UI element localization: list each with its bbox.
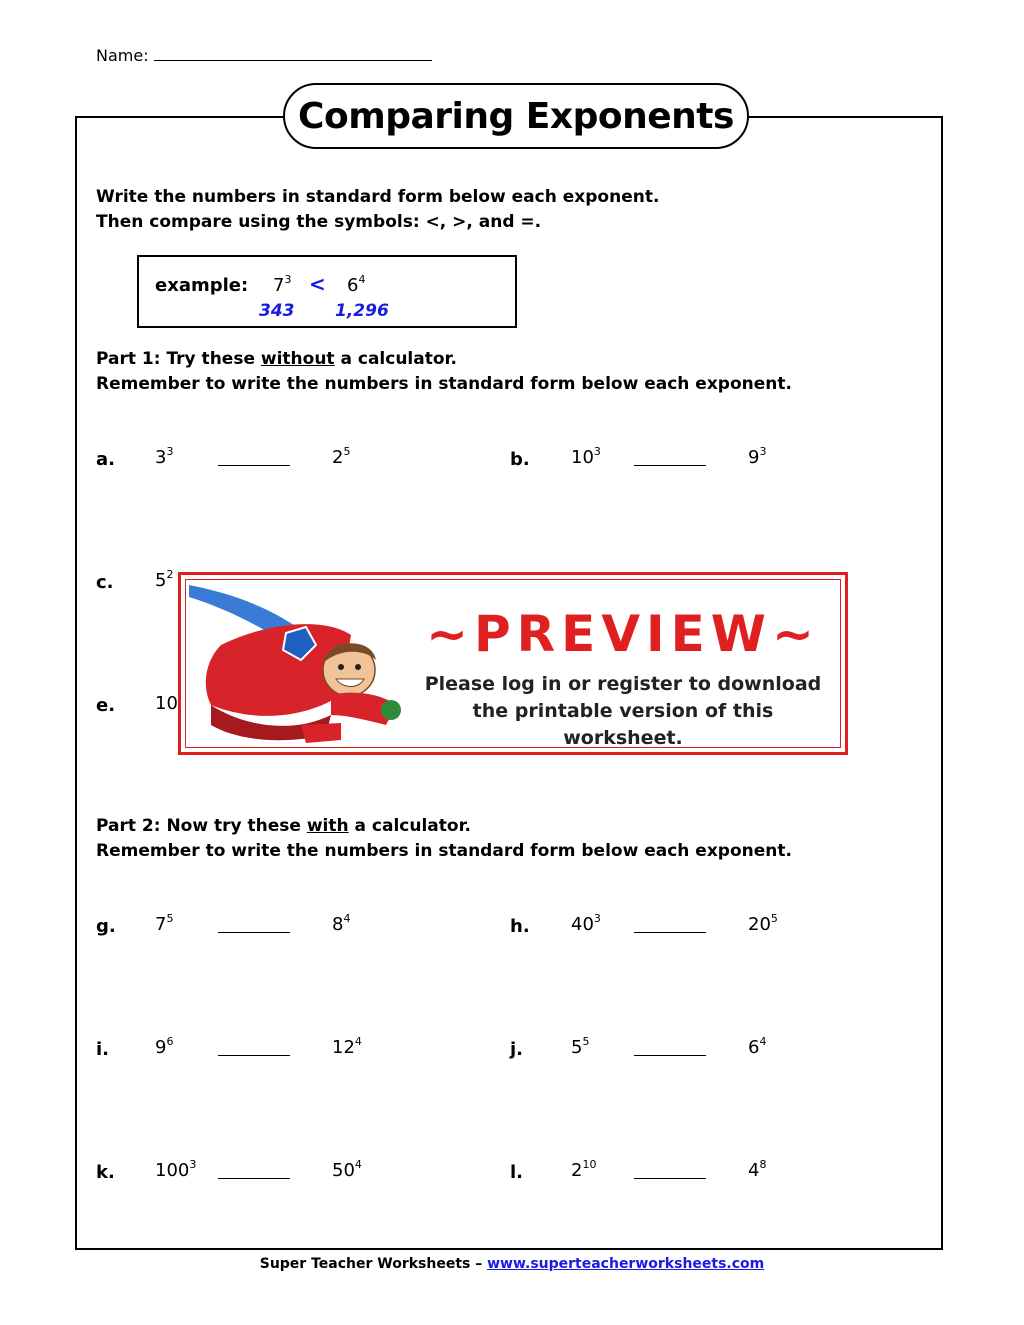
part1-reminder: Remember to write the numbers in standard form below each exponent. [96,374,792,394]
power: 2 [166,568,174,581]
base: 100 [155,1160,190,1181]
power: 10 [582,1158,597,1171]
problem-right-exponent [748,1160,766,1181]
answer-blank[interactable] [218,1055,290,1056]
problem-left-exponent [571,1037,589,1058]
answer-blank[interactable] [634,1055,706,1056]
base: 3 [155,447,167,468]
problem-label: c. [96,572,114,593]
title-banner [283,83,749,149]
example-right-power: 4 [358,273,366,286]
part2-reminder: Remember to write the numbers in standard form below each exponent. [96,841,792,861]
base: 9 [748,447,760,468]
power: 5 [770,912,778,925]
superhero-mascot-icon [181,575,421,752]
base: 9 [155,1037,167,1058]
power: 4 [354,1158,362,1171]
example-symbol: < [309,272,326,296]
preview-banner[interactable] [178,572,848,755]
base: 50 [332,1160,355,1181]
problem-left-exponent [155,1037,173,1058]
power: 5 [166,912,174,925]
example-right-exponent [347,275,365,296]
power: 3 [759,445,767,458]
power: 4 [759,1035,767,1048]
base: 40 [571,914,594,935]
power: 3 [189,1158,197,1171]
power: 4 [354,1035,362,1048]
problem-label: h. [510,916,530,937]
footer [0,1256,1024,1272]
answer-blank[interactable] [634,1178,706,1179]
base: 2 [332,447,344,468]
base: 7 [155,914,167,935]
base: 4 [748,1160,760,1181]
base: 20 [748,914,771,935]
base: 2 [571,1160,583,1181]
part2-heading-post: a calculator. [348,816,471,836]
problem-right-exponent [748,1037,766,1058]
problem-label: b. [510,449,530,470]
footer-text: Super Teacher Worksheets – [259,1256,488,1272]
preview-message [413,671,833,752]
name-label: Name: [96,46,149,65]
power: 3 [166,445,174,458]
example-label: example: [155,275,249,296]
preview-message-line-1: Please log in or register to download [424,673,822,695]
page-title: Comparing Exponents [298,95,734,137]
part1-heading [96,349,457,369]
part2-heading [96,816,471,836]
problem-label: g. [96,916,116,937]
example-box [137,255,517,328]
problem-label: e. [96,695,116,716]
part2-heading-pre: Part 2: Now try these [96,816,307,836]
power: 5 [582,1035,590,1048]
problem-right-exponent [332,914,350,935]
power: 6 [166,1035,174,1048]
footer-link[interactable]: www.superteacherworksheets.com [487,1256,765,1272]
instruction-line-1: Write the numbers in standard form below each exponent. [96,187,660,207]
example-left-answer: 343 [259,301,295,321]
problem-left-exponent [155,693,178,714]
problem-label: i. [96,1039,110,1060]
answer-blank[interactable] [218,1178,290,1179]
power: 4 [343,912,351,925]
problem-left-exponent [155,447,173,468]
problem-right-exponent [332,447,350,468]
problem-left-exponent [155,1160,196,1181]
example-left-exponent [273,275,291,296]
problem-right-exponent [748,914,778,935]
power: 3 [593,912,601,925]
power: 8 [759,1158,767,1171]
base: 8 [332,914,344,935]
problem-right-exponent [332,1037,362,1058]
base: 5 [571,1037,583,1058]
answer-blank[interactable] [634,465,706,466]
base: 10 [571,447,594,468]
base: 12 [332,1037,355,1058]
base: 5 [155,570,167,591]
answer-blank[interactable] [634,932,706,933]
problem-left-exponent [571,1160,596,1181]
base: 10 [155,693,178,714]
preview-title: ~PREVIEW~ [426,605,820,663]
base: 6 [748,1037,760,1058]
example-right-answer: 1,296 [335,301,389,321]
example-right-base: 6 [347,275,359,296]
power: 3 [593,445,601,458]
answer-blank[interactable] [218,932,290,933]
part1-heading-pre: Part 1: Try these [96,349,261,369]
example-left-base: 7 [273,275,285,296]
problem-label: l. [510,1162,524,1183]
preview-message-line-2: the printable version of this worksheet. [472,700,774,749]
problem-right-exponent [748,447,766,468]
problem-left-exponent [571,914,601,935]
example-left-power: 3 [284,273,292,286]
part1-heading-emphasis: without [260,349,335,369]
name-field [96,46,432,65]
problem-right-exponent [332,1160,362,1181]
problem-label: k. [96,1162,115,1183]
problem-label: a. [96,449,115,470]
problem-left-exponent [155,570,173,591]
problem-label: j. [510,1039,524,1060]
answer-blank[interactable] [218,465,290,466]
power: 5 [343,445,351,458]
part1-heading-post: a calculator. [334,349,457,369]
instruction-line-2: Then compare using the symbols: <, >, and =. [96,212,542,232]
problem-left-exponent [571,447,601,468]
part2-heading-emphasis: with [306,816,349,836]
name-blank-line[interactable] [154,47,432,61]
problem-left-exponent [155,914,173,935]
